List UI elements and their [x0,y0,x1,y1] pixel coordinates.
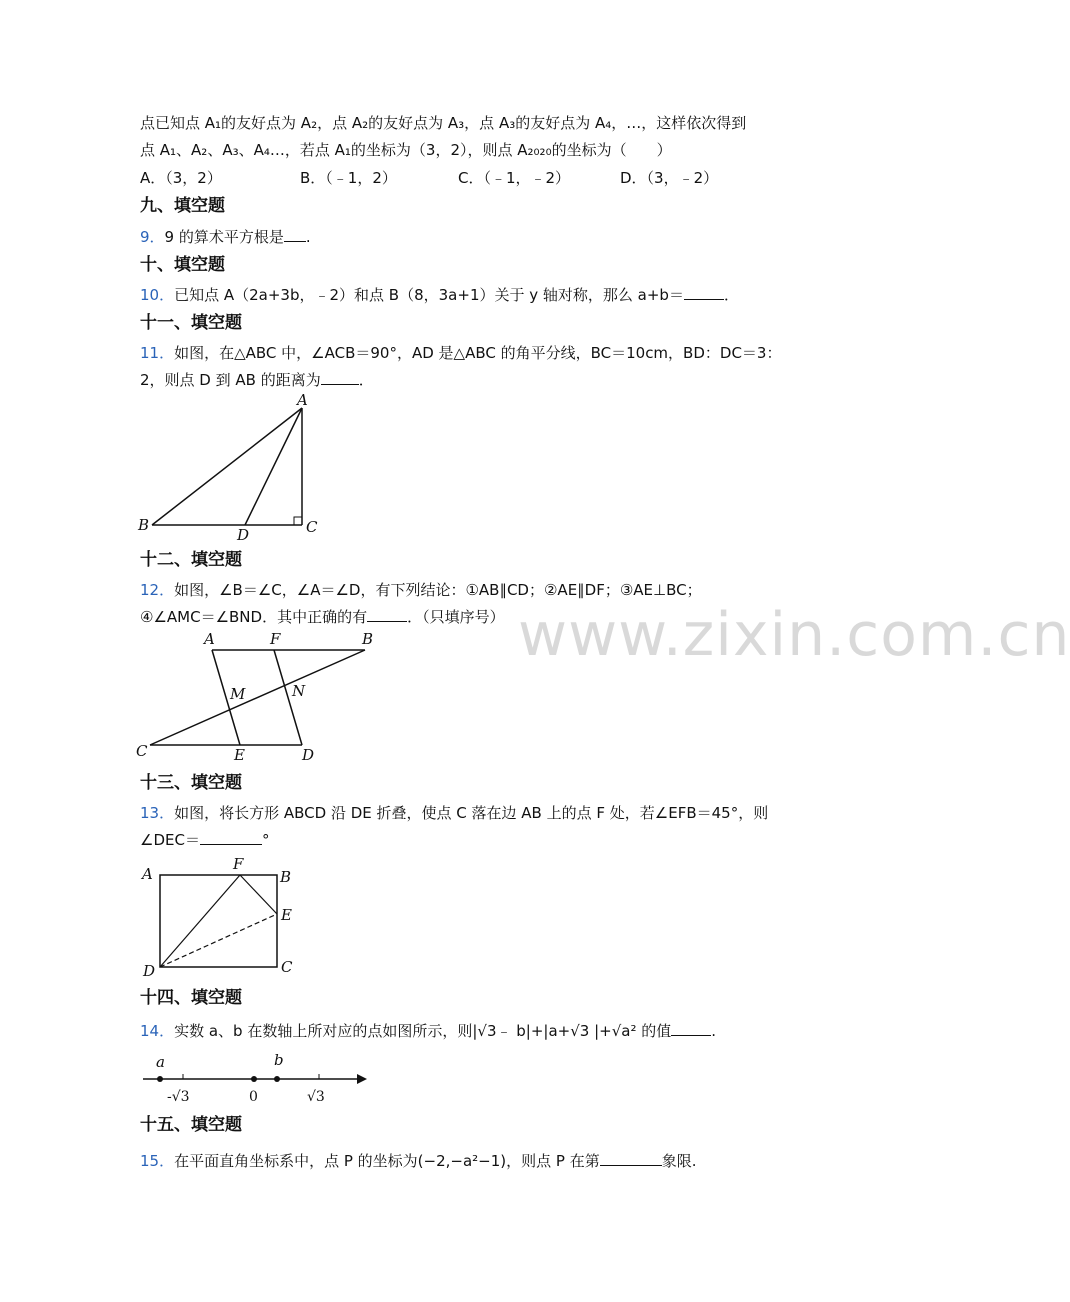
section-heading-9: 九、填空题 [140,196,225,216]
q11-right-angle-mark [294,517,302,525]
q12-label-m: M [230,685,246,703]
section-heading-12: 十二、填空题 [140,550,242,570]
q14-text [140,1021,716,1041]
q10-body: 已知点 A（2a+3b，﹣2）和点 B（8，3a+1）关于 y 轴对称，那么 a+b＝ [174,286,684,304]
q11-segment-ad [245,408,302,525]
q13-label-e: E [281,906,292,924]
q9-body: 9 的算术平方根是 [164,228,284,246]
q11-label-a: A [297,391,308,409]
q12-label-f: F [270,630,281,648]
q15-number: 15． [140,1152,175,1170]
q12-line1 [140,580,702,600]
q11-side-ab [152,408,302,525]
q13-line1 [140,803,768,823]
q11-body: 如图，在△ABC 中，∠ACB＝90°，AD 是△ABC 的角平分线，BC＝10cm，BD：DC＝3： [174,344,782,362]
q14-point-b [274,1076,280,1082]
q13-segment-df [160,875,240,967]
q9-tail: . [305,228,311,246]
q11-body-2: 2，则点 D 到 AB 的距离为 [140,371,321,389]
q12-parallel-figure [130,628,380,768]
q15-text [140,1151,697,1171]
q8-option-b: B．（﹣1，2） [300,169,397,187]
q11-label-b: B [138,516,150,534]
section-heading-15: 十五、填空题 [140,1115,242,1135]
q14-number: 14． [140,1022,175,1040]
section-heading-13: 十三、填空题 [140,773,242,793]
q12-body: 如图，∠B＝∠C，∠A＝∠D，有下列结论：①AB∥CD；②AE∥DF；③AE⊥BC； [174,581,702,599]
q11-tail: ． [358,371,374,389]
q12-tail: ．（只填序号） [407,608,505,626]
q14-number-line [135,1050,375,1110]
q9-number: 9． [140,228,165,246]
q11-number: 11． [140,344,175,362]
q12-answer-blank [367,607,407,622]
q15-body: 在平面直角坐标系中，点 P 的坐标为(−2,−a²−1)，则点 P 在第 [174,1152,600,1170]
section-heading-10: 十、填空题 [140,255,225,275]
q15-tail: 象限. [661,1152,697,1170]
q13-rectangle-figure [135,852,310,980]
q14-point-a [157,1076,163,1082]
q10-number: 10． [140,286,175,304]
q10-answer-blank [684,285,724,300]
q12-label-e: E [234,746,245,764]
q12-body-2: ④∠AMC＝∠BND．其中正确的有 [140,608,368,626]
q9-text [140,227,311,247]
q13-fold-line-de [160,914,277,967]
q14-axis-arrow [357,1074,367,1084]
q13-segment-fe [240,875,277,914]
q11-label-d: D [237,526,250,544]
q8-option-d: D．（3，﹣2） [620,169,719,187]
q13-body: 如图，将长方形 ABCD 沿 DE 折叠，使点 C 落在边 AB 上的点 F 处，若∠EFB＝45°，则 [174,804,769,822]
q14-point-zero [251,1076,257,1082]
q13-label-b: B [280,868,292,886]
q14-label-neg-root3: -√3 [167,1089,190,1105]
q12-segment-cb [150,650,365,745]
q13-label-d: D [143,962,156,980]
q12-line2 [140,607,505,627]
q15-answer-blank [600,1151,662,1166]
q12-label-d: D [302,746,315,764]
q8-option-a: A．（3，2） [140,169,222,187]
section-heading-11: 十一、填空题 [140,313,242,333]
q14-body: 实数 a、b 在数轴上所对应的点如图所示，则|√3﹣ b|+|a+√3 |+√a² 的值 [174,1022,672,1040]
q12-label-a: A [204,630,215,648]
q10-tail: ． [723,286,739,304]
q11-answer-blank [321,370,359,385]
q13-label-f: F [233,855,244,873]
q9-answer-blank [284,227,306,242]
q13-line2 [140,830,269,850]
q13-rectangle-abcd [160,875,277,967]
section-heading-14: 十四、填空题 [140,988,242,1008]
q13-tail: ° [261,831,270,849]
q8-option-c: C．（﹣1，﹣2） [458,169,571,187]
q14-label-b: b [274,1051,284,1069]
q8-line2: 点 A₁、A₂、A₃、A₄…，若点 A₁的坐标为（3，2），则点 A₂₀₂₀的坐标为（ ） [140,141,672,159]
watermark: www.zixin.com.cn [518,600,1070,670]
q10-text [140,285,739,305]
q11-triangle-figure [130,390,330,545]
q14-label-a: a [156,1053,165,1071]
q14-label-root3: √3 [307,1089,325,1105]
q14-label-zero: 0 [249,1089,258,1105]
q11-line2 [140,370,374,390]
q13-number: 13． [140,804,175,822]
q13-label-c: C [281,958,293,976]
q12-number: 12． [140,581,175,599]
q8-line1: 点已知点 A₁的友好点为 A₂，点 A₂的友好点为 A₃，点 A₃的友好点为 A₄，…，这样依次得到 [140,114,747,132]
q14-tail: . [711,1022,717,1040]
q14-answer-blank [671,1021,711,1036]
q12-label-c: C [136,742,148,760]
q11-label-c: C [306,518,318,536]
q13-answer-blank [200,830,262,845]
q13-label-a: A [142,865,153,883]
q11-line1 [140,343,781,363]
q12-label-n: N [292,682,306,700]
q13-body-2: ∠DEC＝ [140,831,200,849]
q12-label-b: B [362,630,374,648]
